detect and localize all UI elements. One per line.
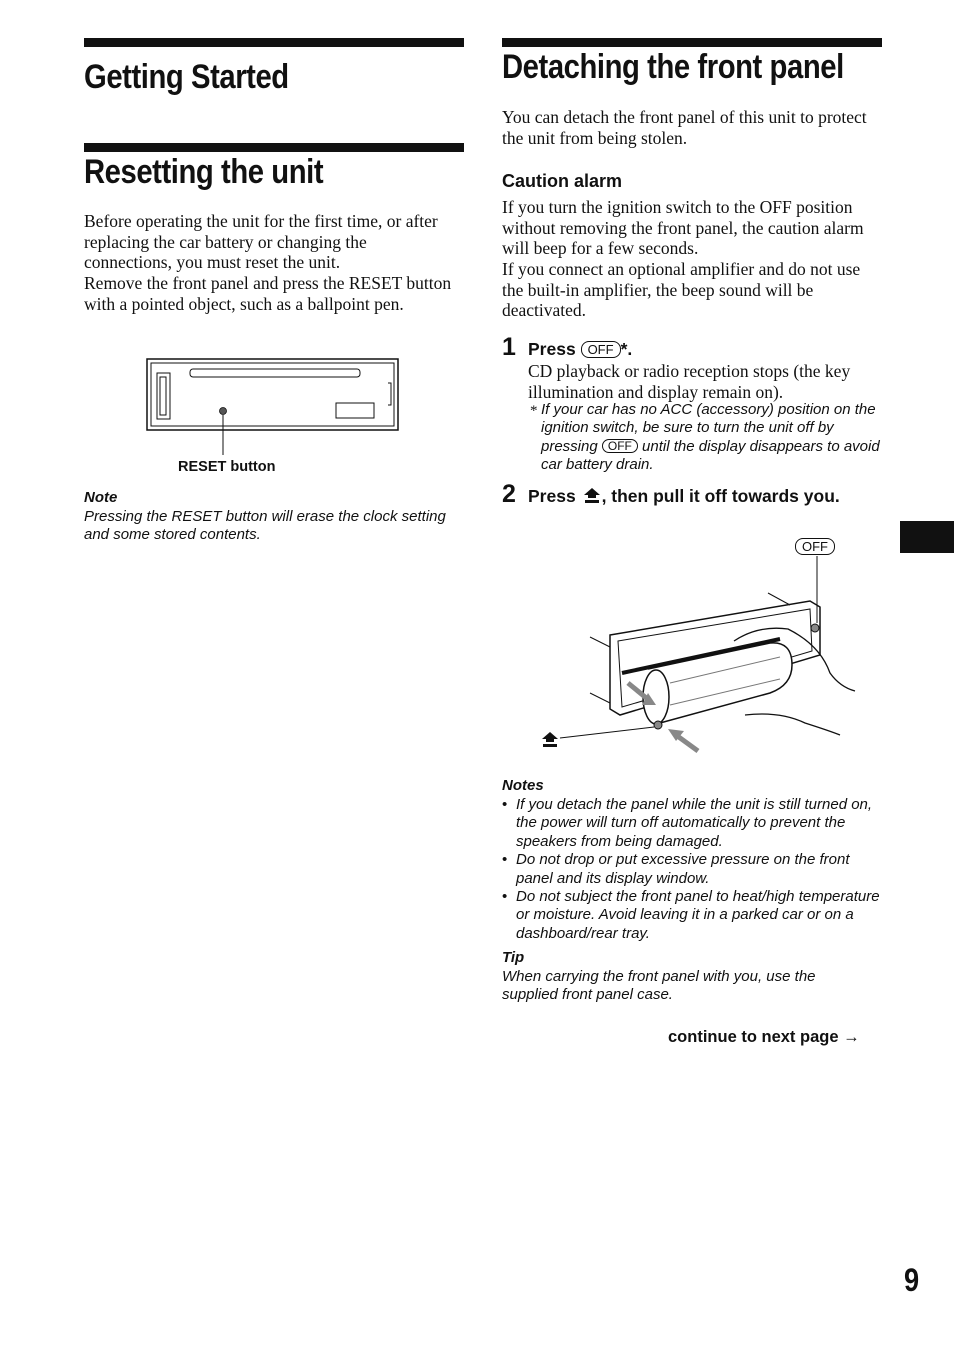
section-title-resetting: Resetting the unit [84,153,324,191]
list-item: • If you detach the panel while the unit is still turned on, the power will turn off automatically to prevent the speakers from being damaged. [502,796,886,851]
step-1-text: CD playback or radio reception stops (the key illumination and display remain on). [528,361,851,402]
off-key-small-icon: OFF [602,439,638,453]
step-2-title [528,486,840,507]
section-tab-marker [900,521,954,553]
detach-intro: You can detach the front panel of this unit to protect the unit from being stolen. [502,107,867,148]
arrow-right-icon: → [843,1028,860,1046]
list-item: • Do not subject the front panel to heat/high temperature or moisture. Avoid leaving it in a parked car or on a dashboard/rear tray. [502,888,886,943]
step-1-footnote-mark: * [530,403,538,419]
section-rule [84,143,464,152]
tip-text: When carrying the front panel with you, use the supplied front panel case. [502,968,816,1004]
caution-alarm-heading: Caution alarm [502,171,623,191]
title-rule [84,38,464,47]
right-title-rule [502,38,882,47]
step-2-press: Press [528,486,576,506]
caution-text-1: If you turn the ignition switch to the OFF position without removing the front panel, the caution alarm will beep for a few seconds. [502,197,864,258]
step-1-number: 1 [502,333,516,361]
step-2-number: 2 [502,480,516,508]
step-1-footnote [541,401,886,475]
continue-to-next-page: continue to next page → [668,1028,860,1046]
note-heading: Note [84,489,118,506]
reset-paragraph-1: Before operating the unit for the first time, or after replacing the car battery or changing the connections, you must reset the unit. [84,211,438,272]
page-number: 9 [904,1262,920,1298]
reset-button-label: RESET button [178,459,276,475]
step-2-suffix: , then pull it off towards you. [601,486,840,506]
reset-unit-illustration [140,355,410,455]
notes-heading: Notes [502,777,544,794]
note-text: Pressing the RESET button will erase the clock setting and some stored contents. [84,508,446,544]
reset-paragraph-2: Remove the front panel and press the RESET button with a pointed object, such as a ballpoint pen. [84,273,452,314]
step-1-suffix: *. [620,339,633,359]
footnote-part-a: If your car has no ACC (accessory) position on the ignition switch, be sure to turn the unit off by pressing [541,401,876,455]
section-title-detaching: Detaching the front panel [502,48,844,86]
release-button-figure-icon [541,731,559,748]
list-item: • Do not drop or put excessive pressure on the front panel and its display window. [502,851,886,888]
step-1-press: Press [528,339,576,359]
detach-panel-illustration [530,555,875,765]
notes-list [502,796,886,943]
page-title: Getting Started [84,58,289,96]
off-key-icon: OFF [581,341,621,358]
footnote-part-b: until the display disappears to avoid car battery drain. [541,437,880,474]
release-button-icon [583,487,601,504]
caution-text-2: If you connect an optional amplifier and do not use the built-in amplifier, the beep sound will be deactivated. [502,259,861,320]
figure-off-label: OFF [795,538,835,557]
tip-heading: Tip [502,949,525,966]
step-1-title [528,339,632,360]
